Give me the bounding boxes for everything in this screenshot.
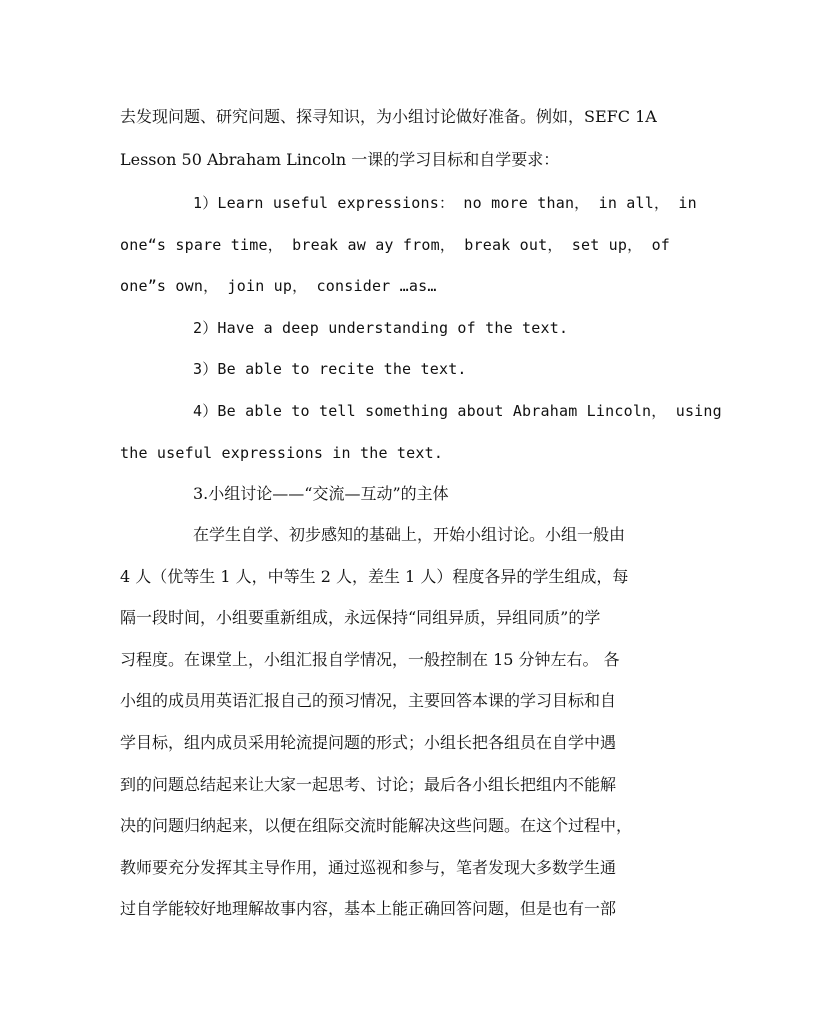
text-line: Lesson 50 Abraham Lincoln 一课的学习目标和自学要求： [120,150,560,169]
text-line: 隔一段时间，小组要重新组成，永远保持“同组异质，异组同质”的学 [120,608,601,627]
text-line: 小组的成员用英语汇报自己的预习情况，主要回答本课的学习目标和自 [120,691,617,710]
text-line: the useful expressions in the text. [120,444,444,462]
text-line: 去发现问题、研究问题、探寻知识，为小组讨论做好准备。例如，SEFC 1A [120,107,657,126]
text-line: 2）Have a deep understanding of the text. [193,319,569,337]
text-line: 在学生自学、初步感知的基础上，开始小组讨论。小组一般由 [193,525,626,544]
text-line: 1）Learn useful expressions： no more than， in all， in [193,194,697,212]
text-line: 到的问题总结起来让大家一起思考、讨论；最后各小组长把组内不能解 [120,775,617,794]
text-line: 3）Be able to recite the text. [193,360,467,378]
text-line: 习程度。在课堂上，小组汇报自学情况，一般控制在 15 分钟左右。 各 [120,650,620,669]
text-line: one“s spare time， break aw ay from， break out， set up， of [120,236,671,254]
text-line: 过自学能较好地理解故事内容，基本上能正确回答问题，但是也有一部 [120,899,617,918]
text-line: 学目标，组内成员采用轮流提问题的形式；小组长把各组员在自学中遇 [120,733,617,752]
text-line: 4 人（优等生 1 人，中等生 2 人，差生 1 人）程度各异的学生组成，每 [120,567,629,586]
text-line: 教师要充分发挥其主导作用，通过巡视和参与，笔者发现大多数学生通 [120,858,617,877]
text-line: one”s own， join up， consider …as… [120,277,437,295]
text-line: 决的问题归纳起来，以便在组际交流时能解决这些问题。在这个过程中， [120,816,633,835]
text-line: 4）Be able to tell something about Abraham Lincoln， using [193,402,722,420]
section-heading: 3.小组讨论——“交流—互动”的主体 [193,484,449,503]
